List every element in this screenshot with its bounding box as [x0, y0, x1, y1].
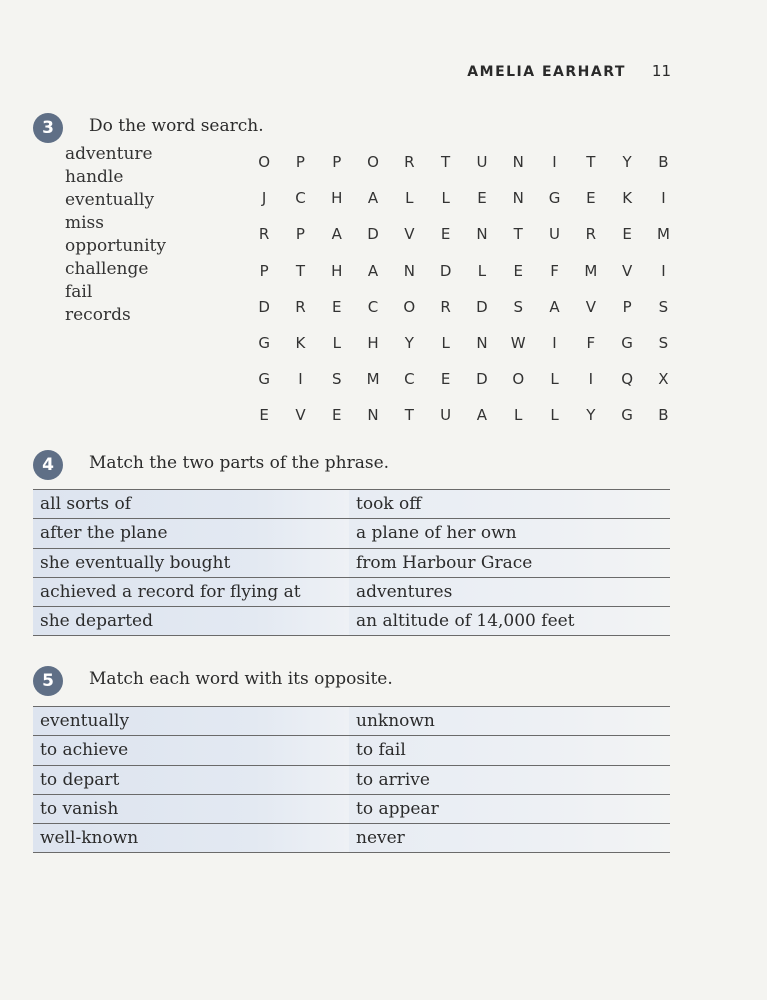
match-left-phrase: she eventually bought: [33, 548, 349, 577]
grid-letter: E: [477, 189, 487, 208]
grid-letter: R: [585, 225, 597, 244]
match-right-phrase: to appear: [349, 794, 670, 823]
grid-letter: S: [513, 297, 523, 316]
grid-letter: E: [332, 406, 342, 425]
grid-letter: U: [440, 406, 452, 425]
exercise-4-match-table: [33, 489, 670, 636]
grid-letter: B: [658, 153, 669, 172]
match-left-phrase: to depart: [33, 765, 349, 794]
grid-letter: D: [439, 261, 452, 280]
match-left-phrase: achieved a record for flying at: [33, 577, 349, 606]
match-row: [33, 707, 670, 736]
grid-letter: U: [549, 225, 561, 244]
grid-letter: I: [552, 153, 557, 172]
word-list-item: records: [65, 305, 131, 325]
grid-letter: C: [295, 189, 306, 208]
match-left-phrase: after the plane: [33, 519, 349, 548]
match-right-phrase: took off: [349, 490, 670, 519]
grid-letter: M: [656, 225, 670, 244]
grid-letter: T: [295, 261, 306, 280]
grid-letter: E: [513, 261, 523, 280]
grid-letter: A: [331, 225, 342, 244]
grid-letter: A: [367, 261, 379, 280]
match-row: [33, 577, 670, 606]
match-row: [33, 490, 670, 519]
match-row: [33, 765, 670, 794]
exercise-5-instruction: Match each word with its opposite.: [89, 669, 393, 689]
grid-letter: T: [586, 153, 596, 172]
grid-letter: F: [586, 334, 596, 353]
match-left-phrase: to vanish: [33, 794, 349, 823]
grid-row: [246, 361, 682, 397]
grid-row: [246, 289, 682, 325]
grid-letter: N: [476, 225, 488, 244]
grid-letter: H: [331, 261, 343, 280]
grid-letter: B: [658, 406, 669, 425]
grid-letter: Q: [621, 370, 634, 389]
grid-letter: L: [514, 406, 523, 425]
word-search-grid: [246, 144, 682, 434]
exercise-5-match-table: [33, 706, 670, 853]
match-left-phrase: eventually: [33, 707, 349, 736]
grid-letter: S: [658, 297, 669, 316]
grid-letter: O: [367, 153, 379, 172]
word-list-item: miss: [65, 213, 105, 233]
grid-letter: T: [404, 406, 414, 425]
grid-letter: R: [295, 297, 306, 316]
exercise-5-number-badge: 5: [33, 666, 63, 696]
grid-letter: L: [441, 189, 450, 208]
grid-letter: M: [366, 370, 380, 389]
grid-letter: J: [261, 189, 267, 208]
grid-letter: G: [258, 334, 270, 353]
match-right-phrase: adventures: [349, 577, 670, 606]
page-number: 11: [651, 62, 671, 80]
match-row: [33, 736, 670, 765]
grid-letter: D: [367, 225, 379, 244]
grid-letter: I: [661, 189, 666, 208]
grid-letter: K: [295, 334, 306, 353]
grid-letter: O: [512, 370, 525, 389]
exercise-3-instruction: Do the word search.: [89, 116, 264, 136]
grid-letter: E: [259, 406, 269, 425]
grid-letter: G: [621, 406, 633, 425]
grid-letter: N: [512, 153, 524, 172]
match-left-phrase: she departed: [33, 607, 349, 636]
match-row: [33, 548, 670, 577]
match-row: [33, 519, 670, 548]
grid-letter: N: [512, 189, 524, 208]
grid-letter: R: [404, 153, 415, 172]
grid-letter: E: [440, 370, 451, 389]
grid-letter: K: [622, 189, 633, 208]
grid-letter: P: [295, 153, 305, 172]
chapter-title: AMELIA EARHART: [467, 64, 626, 80]
grid-letter: A: [367, 189, 379, 208]
match-right-phrase: from Harbour Grace: [349, 548, 670, 577]
grid-row: [246, 144, 682, 180]
word-list-item: challenge: [65, 259, 149, 279]
grid-letter: G: [621, 334, 633, 353]
grid-letter: A: [549, 297, 560, 316]
grid-letter: R: [440, 297, 451, 316]
grid-letter: L: [332, 334, 341, 353]
grid-letter: V: [621, 261, 633, 280]
match-right-phrase: never: [349, 824, 670, 853]
grid-letter: P: [259, 261, 269, 280]
grid-letter: O: [403, 297, 416, 316]
grid-row: [246, 253, 682, 289]
grid-letter: G: [258, 370, 270, 389]
grid-letter: D: [476, 297, 488, 316]
grid-letter: P: [332, 153, 342, 172]
grid-letter: I: [552, 334, 557, 353]
running-header: [467, 62, 671, 80]
grid-row: [246, 397, 682, 433]
grid-letter: E: [332, 297, 342, 316]
word-list-item: handle: [65, 167, 124, 187]
match-row: [33, 607, 670, 636]
word-search-word-list: [65, 143, 166, 327]
word-list-item: fail: [65, 282, 93, 302]
grid-row: [246, 216, 682, 252]
grid-letter: W: [510, 334, 526, 353]
grid-letter: T: [441, 153, 451, 172]
grid-letter: Y: [622, 153, 632, 172]
match-row: [33, 824, 670, 853]
grid-letter: I: [661, 261, 666, 280]
match-right-phrase: a plane of her own: [349, 519, 670, 548]
grid-letter: H: [331, 189, 343, 208]
grid-letter: P: [295, 225, 305, 244]
match-left-phrase: well-known: [33, 824, 349, 853]
grid-letter: E: [440, 225, 451, 244]
grid-letter: X: [658, 370, 669, 389]
grid-letter: O: [258, 153, 271, 172]
word-list-item: opportunity: [65, 236, 166, 256]
grid-letter: M: [584, 261, 598, 280]
grid-letter: S: [658, 334, 669, 353]
grid-letter: S: [331, 370, 342, 389]
grid-letter: D: [258, 297, 270, 316]
grid-letter: L: [405, 189, 414, 208]
grid-letter: A: [476, 406, 488, 425]
match-right-phrase: unknown: [349, 707, 670, 736]
exercise-3-number-badge: 3: [33, 113, 63, 143]
grid-letter: Y: [404, 334, 414, 353]
match-left-phrase: all sorts of: [33, 490, 349, 519]
grid-letter: N: [403, 261, 415, 280]
grid-letter: L: [550, 406, 559, 425]
grid-letter: V: [404, 225, 415, 244]
grid-letter: P: [622, 297, 632, 316]
grid-letter: T: [513, 225, 523, 244]
grid-letter: C: [367, 297, 379, 316]
grid-letter: G: [548, 189, 561, 208]
grid-letter: I: [588, 370, 594, 389]
grid-letter: L: [477, 261, 487, 280]
grid-row: [246, 325, 682, 361]
match-row: [33, 794, 670, 823]
word-list-item: eventually: [65, 190, 155, 210]
grid-letter: Y: [586, 406, 596, 425]
match-right-phrase: to fail: [349, 736, 670, 765]
grid-letter: H: [367, 334, 379, 353]
grid-letter: D: [476, 370, 488, 389]
match-left-phrase: to achieve: [33, 736, 349, 765]
grid-letter: U: [476, 153, 488, 172]
grid-letter: V: [585, 297, 596, 316]
exercise-4-number-badge: 4: [33, 450, 63, 480]
grid-letter: E: [622, 225, 632, 244]
grid-letter: C: [404, 370, 415, 389]
grid-letter: I: [298, 370, 303, 389]
grid-letter: F: [550, 261, 559, 280]
match-right-phrase: an altitude of 14,000 feet: [349, 607, 670, 636]
word-list-item: adventure: [65, 144, 153, 164]
match-right-phrase: to arrive: [349, 765, 670, 794]
grid-letter: N: [476, 334, 488, 353]
grid-row: [246, 180, 682, 216]
grid-letter: L: [550, 370, 559, 389]
grid-letter: N: [367, 406, 379, 425]
exercise-4-instruction: Match the two parts of the phrase.: [89, 453, 390, 473]
grid-letter: V: [295, 406, 306, 425]
grid-letter: L: [441, 334, 450, 353]
grid-letter: E: [586, 189, 596, 208]
grid-letter: R: [258, 225, 270, 244]
